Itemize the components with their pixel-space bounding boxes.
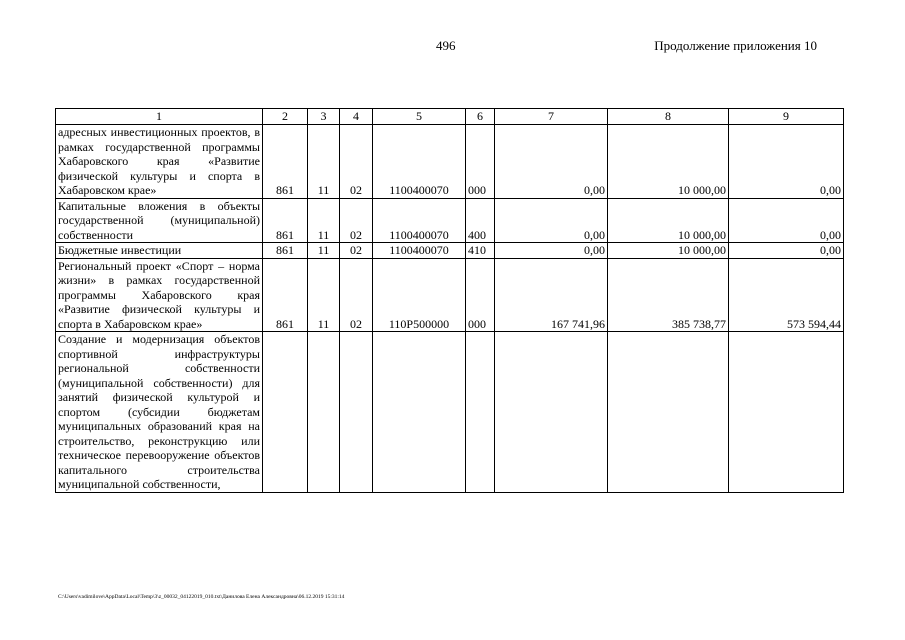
table-row [56, 332, 844, 493]
cell-code-2 [263, 332, 308, 493]
table-row [56, 258, 844, 332]
cell-code-3 [308, 332, 340, 493]
cell-amount-7: 0,00 [495, 125, 608, 199]
cell-amount-8: 10 000,00 [608, 198, 729, 243]
cell-amount-7: 0,00 [495, 243, 608, 259]
cell-amount-7 [495, 332, 608, 493]
cell-code-2: 861 [263, 125, 308, 199]
cell-code-6: 400 [466, 198, 495, 243]
column-header: 6 [466, 109, 495, 125]
column-header: 4 [340, 109, 373, 125]
cell-amount-8: 10 000,00 [608, 125, 729, 199]
cell-code-5: 1100400070 [373, 125, 466, 199]
column-header: 5 [373, 109, 466, 125]
file-path-footer: C:\Users\vadimilove\AppData\Local\Temp\3\z_00032_04122019_010.txt\Данилова Елена Александровна\06.12.2019 15:31:14 [58, 594, 345, 600]
cell-code-4: 02 [340, 198, 373, 243]
row-name: Региональный проект «Спорт – норма жизни» в рамках государственной программы Хабаровского края «Развитие физической культуры и спорта в Хабаровском крае» [56, 258, 263, 332]
table-row [56, 198, 844, 243]
cell-code-6: 000 [466, 125, 495, 199]
column-header: 7 [495, 109, 608, 125]
cell-code-2: 861 [263, 258, 308, 332]
budget-table [55, 108, 844, 493]
cell-amount-8: 10 000,00 [608, 243, 729, 259]
cell-amount-7: 167 741,96 [495, 258, 608, 332]
cell-code-5: 110P500000 [373, 258, 466, 332]
cell-code-4: 02 [340, 258, 373, 332]
cell-code-2: 861 [263, 243, 308, 259]
row-name: Капитальные вложения в объекты государственной (муниципальной) собственности [56, 198, 263, 243]
table-row [56, 125, 844, 199]
table-header-row [56, 109, 844, 125]
column-header: 8 [608, 109, 729, 125]
cell-amount-9: 0,00 [729, 198, 844, 243]
cell-code-4: 02 [340, 125, 373, 199]
cell-amount-9 [729, 332, 844, 493]
cell-code-6: 410 [466, 243, 495, 259]
cell-amount-7: 0,00 [495, 198, 608, 243]
row-name: Бюджетные инвестиции [56, 243, 263, 259]
cell-amount-9: 573 594,44 [729, 258, 844, 332]
appendix-continuation-label: Продолжение приложения 10 [654, 38, 817, 53]
column-header: 1 [56, 109, 263, 125]
page-number: 496 [436, 38, 456, 53]
cell-code-5: 1100400070 [373, 198, 466, 243]
cell-amount-8: 385 738,77 [608, 258, 729, 332]
column-header: 2 [263, 109, 308, 125]
cell-amount-9: 0,00 [729, 243, 844, 259]
cell-code-3: 11 [308, 243, 340, 259]
column-header: 9 [729, 109, 844, 125]
row-name: Создание и модернизация объектов спортивной инфраструктуры региональной собственности (муниципальной собственности) для занятий физической культурой и спортом (субсидии бюджетам муниципальных образований края на строительство, реконструкцию или техническое перевооружение объектов капитального строительства муниципальной собственности, [56, 332, 263, 493]
cell-code-3: 11 [308, 198, 340, 243]
cell-code-2: 861 [263, 198, 308, 243]
cell-code-4 [340, 332, 373, 493]
table-row [56, 243, 844, 259]
column-header: 3 [308, 109, 340, 125]
cell-amount-9: 0,00 [729, 125, 844, 199]
cell-code-5: 1100400070 [373, 243, 466, 259]
cell-code-6: 000 [466, 258, 495, 332]
cell-code-4: 02 [340, 243, 373, 259]
cell-code-6 [466, 332, 495, 493]
cell-amount-8 [608, 332, 729, 493]
cell-code-5 [373, 332, 466, 493]
cell-code-3: 11 [308, 258, 340, 332]
cell-code-3: 11 [308, 125, 340, 199]
row-name: адресных инвестиционных проектов, в рамках государственной программы Хабаровского края «Развитие физической культуры и спорта в Хабаровском крае» [56, 125, 263, 199]
